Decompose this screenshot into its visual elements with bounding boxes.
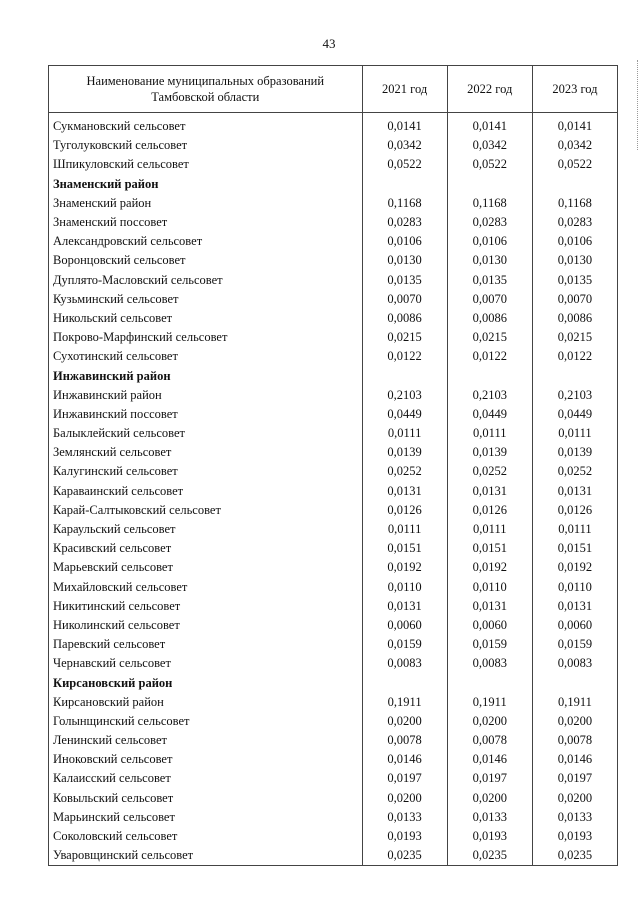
value-2022: 0,1168	[447, 194, 532, 213]
value-2021: 0,0159	[362, 635, 447, 654]
table-row	[49, 789, 618, 808]
value-2023: 0,1168	[532, 194, 617, 213]
municipality-name: Инжавинский поссовет	[49, 405, 363, 424]
value-2023: 0,0111	[532, 424, 617, 443]
municipality-name: Марьевский сельсовет	[49, 558, 363, 577]
value-2022: 0,0522	[447, 155, 532, 174]
value-2022: 0,0151	[447, 539, 532, 558]
table-body	[49, 113, 618, 866]
table-row	[49, 405, 618, 424]
value-2021	[362, 673, 447, 692]
municipality-name: Кирсановский район	[49, 693, 363, 712]
value-2021: 0,0139	[362, 443, 447, 462]
district-heading-row	[49, 366, 618, 385]
value-2022: 0,0111	[447, 424, 532, 443]
value-2023	[532, 175, 617, 194]
value-2021: 0,0151	[362, 539, 447, 558]
table-row	[49, 520, 618, 539]
value-2022: 0,0060	[447, 616, 532, 635]
value-2021: 0,0141	[362, 113, 447, 137]
value-2021: 0,0110	[362, 578, 447, 597]
district-name: Инжавинский район	[49, 366, 363, 385]
value-2023: 0,0086	[532, 309, 617, 328]
municipality-name: Инжавинский район	[49, 386, 363, 405]
value-2022: 0,0131	[447, 597, 532, 616]
value-2021: 0,0135	[362, 271, 447, 290]
value-2021: 0,0111	[362, 520, 447, 539]
municipality-name: Иноковский сельсовет	[49, 750, 363, 769]
value-2021: 0,0252	[362, 462, 447, 481]
value-2023: 0,0135	[532, 271, 617, 290]
value-2023: 0,0193	[532, 827, 617, 846]
municipality-name: Михайловский сельсовет	[49, 578, 363, 597]
value-2021: 0,0342	[362, 136, 447, 155]
value-2022: 0,0070	[447, 290, 532, 309]
table-row	[49, 635, 618, 654]
value-2021: 0,0197	[362, 769, 447, 788]
value-2023: 0,0151	[532, 539, 617, 558]
header-2022: 2022 год	[447, 66, 532, 113]
value-2022: 0,0086	[447, 309, 532, 328]
table-row	[49, 616, 618, 635]
table-row	[49, 654, 618, 673]
table-row	[49, 482, 618, 501]
value-2023: 0,0159	[532, 635, 617, 654]
table-row	[49, 462, 618, 481]
value-2022: 0,0252	[447, 462, 532, 481]
table-row	[49, 271, 618, 290]
table-row	[49, 693, 618, 712]
municipality-name: Чернавский сельсовет	[49, 654, 363, 673]
table-row	[49, 501, 618, 520]
header-2021: 2021 год	[362, 66, 447, 113]
value-2021: 0,0078	[362, 731, 447, 750]
value-2023: 0,0146	[532, 750, 617, 769]
value-2021: 0,0192	[362, 558, 447, 577]
municipality-name: Землянский сельсовет	[49, 443, 363, 462]
value-2022: 0,1911	[447, 693, 532, 712]
value-2023: 0,0283	[532, 213, 617, 232]
table-row	[49, 309, 618, 328]
value-2021: 0,0131	[362, 597, 447, 616]
value-2021: 0,0449	[362, 405, 447, 424]
value-2023: 0,0522	[532, 155, 617, 174]
value-2022: 0,0122	[447, 347, 532, 366]
value-2022: 0,0141	[447, 113, 532, 137]
value-2021: 0,0083	[362, 654, 447, 673]
value-2022: 0,0342	[447, 136, 532, 155]
municipality-name: Кузьминский сельсовет	[49, 290, 363, 309]
value-2022: 0,0131	[447, 482, 532, 501]
municipality-name: Александровский сельсовет	[49, 232, 363, 251]
table-row	[49, 194, 618, 213]
value-2022: 0,0197	[447, 769, 532, 788]
value-2021: 0,0122	[362, 347, 447, 366]
district-heading-row	[49, 175, 618, 194]
value-2021: 0,0070	[362, 290, 447, 309]
municipality-name: Марьинский сельсовет	[49, 808, 363, 827]
table-row	[49, 731, 618, 750]
municipality-name: Никитинский сельсовет	[49, 597, 363, 616]
value-2022: 0,0159	[447, 635, 532, 654]
value-2023: 0,0252	[532, 462, 617, 481]
municipality-name: Знаменский район	[49, 194, 363, 213]
value-2023: 0,0130	[532, 251, 617, 270]
table-row	[49, 424, 618, 443]
municipality-name: Калугинский сельсовет	[49, 462, 363, 481]
value-2021: 0,1911	[362, 693, 447, 712]
value-2022: 0,0215	[447, 328, 532, 347]
value-2023: 0,0215	[532, 328, 617, 347]
table-row	[49, 347, 618, 366]
municipality-name: Никольский сельсовет	[49, 309, 363, 328]
district-heading-row	[49, 673, 618, 692]
value-2022	[447, 673, 532, 692]
table-row	[49, 558, 618, 577]
value-2021: 0,0283	[362, 213, 447, 232]
municipality-name: Карай-Салтыковский сельсовет	[49, 501, 363, 520]
value-2022: 0,0200	[447, 712, 532, 731]
municipality-name: Караваинский сельсовет	[49, 482, 363, 501]
municipality-name: Караульский сельсовет	[49, 520, 363, 539]
value-2021: 0,0146	[362, 750, 447, 769]
value-2022: 0,2103	[447, 386, 532, 405]
value-2021: 0,0060	[362, 616, 447, 635]
value-2021: 0,0200	[362, 789, 447, 808]
value-2022: 0,0192	[447, 558, 532, 577]
table-row	[49, 328, 618, 347]
table-row	[49, 827, 618, 846]
municipality-name: Сухотинский сельсовет	[49, 347, 363, 366]
value-2022	[447, 366, 532, 385]
value-2023: 0,1911	[532, 693, 617, 712]
data-table-container	[48, 65, 618, 866]
value-2021: 0,0131	[362, 482, 447, 501]
value-2021: 0,0126	[362, 501, 447, 520]
value-2023: 0,0139	[532, 443, 617, 462]
value-2021: 0,0215	[362, 328, 447, 347]
value-2022: 0,0110	[447, 578, 532, 597]
table-row	[49, 155, 618, 174]
value-2022: 0,0083	[447, 654, 532, 673]
value-2023: 0,0449	[532, 405, 617, 424]
municipality-name: Сукмановский сельсовет	[49, 113, 363, 137]
value-2023: 0,0070	[532, 290, 617, 309]
value-2022: 0,0078	[447, 731, 532, 750]
table-row	[49, 443, 618, 462]
value-2023: 0,0197	[532, 769, 617, 788]
municipality-name: Балыклейский сельсовет	[49, 424, 363, 443]
table-row	[49, 769, 618, 788]
table-row	[49, 213, 618, 232]
value-2023	[532, 366, 617, 385]
municipality-name: Дуплято-Масловский сельсовет	[49, 271, 363, 290]
value-2023: 0,0200	[532, 789, 617, 808]
header-2023: 2023 год	[532, 66, 617, 113]
table-row	[49, 251, 618, 270]
value-2022: 0,0126	[447, 501, 532, 520]
value-2023: 0,0106	[532, 232, 617, 251]
municipality-name: Соколовский сельсовет	[49, 827, 363, 846]
district-name: Знаменский район	[49, 175, 363, 194]
municipality-name: Знаменский поссовет	[49, 213, 363, 232]
municipality-name: Покрово-Марфинский сельсовет	[49, 328, 363, 347]
municipality-name: Калаисский сельсовет	[49, 769, 363, 788]
value-2023: 0,0133	[532, 808, 617, 827]
value-2022: 0,0146	[447, 750, 532, 769]
value-2022: 0,0235	[447, 846, 532, 866]
table-row	[49, 750, 618, 769]
value-2021: 0,0235	[362, 846, 447, 866]
municipality-name: Воронцовский сельсовет	[49, 251, 363, 270]
value-2021: 0,0106	[362, 232, 447, 251]
table-row	[49, 712, 618, 731]
district-name: Кирсановский район	[49, 673, 363, 692]
value-2021: 0,0200	[362, 712, 447, 731]
value-2022: 0,0106	[447, 232, 532, 251]
municipality-name: Николинский сельсовет	[49, 616, 363, 635]
value-2022: 0,0449	[447, 405, 532, 424]
value-2022: 0,0200	[447, 789, 532, 808]
value-2023: 0,0083	[532, 654, 617, 673]
value-2023: 0,0200	[532, 712, 617, 731]
table-row	[49, 578, 618, 597]
municipality-name: Красивский сельсовет	[49, 539, 363, 558]
value-2023: 0,0126	[532, 501, 617, 520]
value-2021: 0,0193	[362, 827, 447, 846]
table-header	[49, 66, 618, 113]
value-2023: 0,2103	[532, 386, 617, 405]
value-2022: 0,0283	[447, 213, 532, 232]
value-2022	[447, 175, 532, 194]
value-2021: 0,1168	[362, 194, 447, 213]
value-2023: 0,0122	[532, 347, 617, 366]
value-2021: 0,0086	[362, 309, 447, 328]
table-row	[49, 290, 618, 309]
scan-edge-mark	[636, 60, 638, 150]
municipality-name: Ленинский сельсовет	[49, 731, 363, 750]
value-2021: 0,0130	[362, 251, 447, 270]
table-row	[49, 808, 618, 827]
value-2023: 0,0235	[532, 846, 617, 866]
value-2022: 0,0111	[447, 520, 532, 539]
value-2021	[362, 175, 447, 194]
header-name-column: Наименование муниципальных образований Тамбовской области	[49, 66, 363, 113]
table-row	[49, 846, 618, 866]
value-2023: 0,0110	[532, 578, 617, 597]
value-2023: 0,0111	[532, 520, 617, 539]
value-2022: 0,0139	[447, 443, 532, 462]
value-2021: 0,0133	[362, 808, 447, 827]
value-2023: 0,0141	[532, 113, 617, 137]
table-row	[49, 386, 618, 405]
municipality-name: Ковыльский сельсовет	[49, 789, 363, 808]
municipality-name: Паревский сельсовет	[49, 635, 363, 654]
data-table	[48, 65, 618, 866]
value-2021	[362, 366, 447, 385]
value-2022: 0,0193	[447, 827, 532, 846]
value-2023: 0,0060	[532, 616, 617, 635]
table-row	[49, 113, 618, 137]
value-2023: 0,0078	[532, 731, 617, 750]
value-2022: 0,0135	[447, 271, 532, 290]
value-2023: 0,0342	[532, 136, 617, 155]
municipality-name: Туголуковский сельсовет	[49, 136, 363, 155]
table-row	[49, 136, 618, 155]
municipality-name: Голынщинский сельсовет	[49, 712, 363, 731]
value-2023: 0,0131	[532, 597, 617, 616]
value-2023: 0,0192	[532, 558, 617, 577]
table-row	[49, 539, 618, 558]
table-row	[49, 232, 618, 251]
table-row	[49, 597, 618, 616]
page-number: 43	[322, 36, 336, 51]
header-row	[49, 66, 618, 113]
value-2023: 0,0131	[532, 482, 617, 501]
value-2023	[532, 673, 617, 692]
value-2021: 0,0111	[362, 424, 447, 443]
municipality-name: Уваровщинский сельсовет	[49, 846, 363, 866]
value-2021: 0,2103	[362, 386, 447, 405]
municipality-name: Шпикуловский сельсовет	[49, 155, 363, 174]
value-2022: 0,0133	[447, 808, 532, 827]
value-2022: 0,0130	[447, 251, 532, 270]
value-2021: 0,0522	[362, 155, 447, 174]
